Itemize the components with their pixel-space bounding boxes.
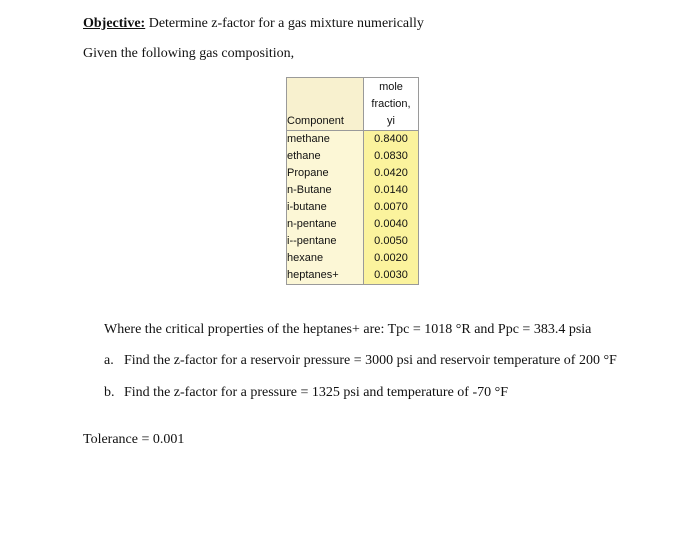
component-cell: Propane (287, 165, 364, 182)
component-cell: n-Butane (287, 182, 364, 199)
tolerance-text: Tolerance = 0.001 (83, 432, 185, 447)
component-cell: ethane (287, 148, 364, 165)
fraction-cell: 0.8400 (364, 131, 419, 149)
table-row (287, 199, 419, 216)
table-row (287, 233, 419, 250)
table-header-row (287, 78, 419, 131)
objective-line (83, 16, 424, 32)
component-cell: n-pentane (287, 216, 364, 233)
fraction-cell: 0.0050 (364, 233, 419, 250)
component-cell: hexane (287, 250, 364, 267)
table-row (287, 131, 419, 149)
table-row (287, 182, 419, 199)
component-cell: i-butane (287, 199, 364, 216)
header-fraction-line: fraction, (371, 98, 411, 110)
fraction-cell: 0.0030 (364, 267, 419, 285)
table-row (287, 250, 419, 267)
question-marker: b. (104, 385, 115, 400)
header-fraction-line: yi (387, 115, 395, 127)
question-a (104, 353, 617, 369)
component-cell: i--pentane (287, 233, 364, 250)
question-text: Find the z-factor for a reservoir pressure = 3000 psi and reservoir temperature of 200 °F (124, 353, 617, 368)
header-fraction-line: mole (379, 81, 403, 93)
fraction-cell: 0.0070 (364, 199, 419, 216)
table-row (287, 165, 419, 182)
table-row (287, 216, 419, 233)
fraction-cell: 0.0140 (364, 182, 419, 199)
objective-label: Objective: (83, 16, 146, 31)
given-text: Given the following gas composition, (83, 46, 295, 61)
fraction-cell: 0.0040 (364, 216, 419, 233)
question-text: Find the z-factor for a pressure = 1325 psi and temperature of -70 °F (124, 385, 508, 400)
critical-properties-text: Where the critical properties of the heptanes+ are: Tpc = 1018 °R and Ppc = 383.4 psia (104, 322, 592, 337)
question-b (104, 385, 508, 401)
question-marker: a. (104, 353, 114, 368)
fraction-cell: 0.0020 (364, 250, 419, 267)
component-cell: heptanes+ (287, 267, 364, 285)
component-cell: methane (287, 131, 364, 149)
header-mole-fraction (364, 78, 419, 131)
fraction-cell: 0.0830 (364, 148, 419, 165)
fraction-cell: 0.0420 (364, 165, 419, 182)
objective-text: Determine z-factor for a gas mixture numerically (145, 16, 424, 31)
table-row (287, 148, 419, 165)
table-row (287, 267, 419, 285)
header-component: Component (287, 78, 364, 131)
composition-table (286, 77, 419, 285)
